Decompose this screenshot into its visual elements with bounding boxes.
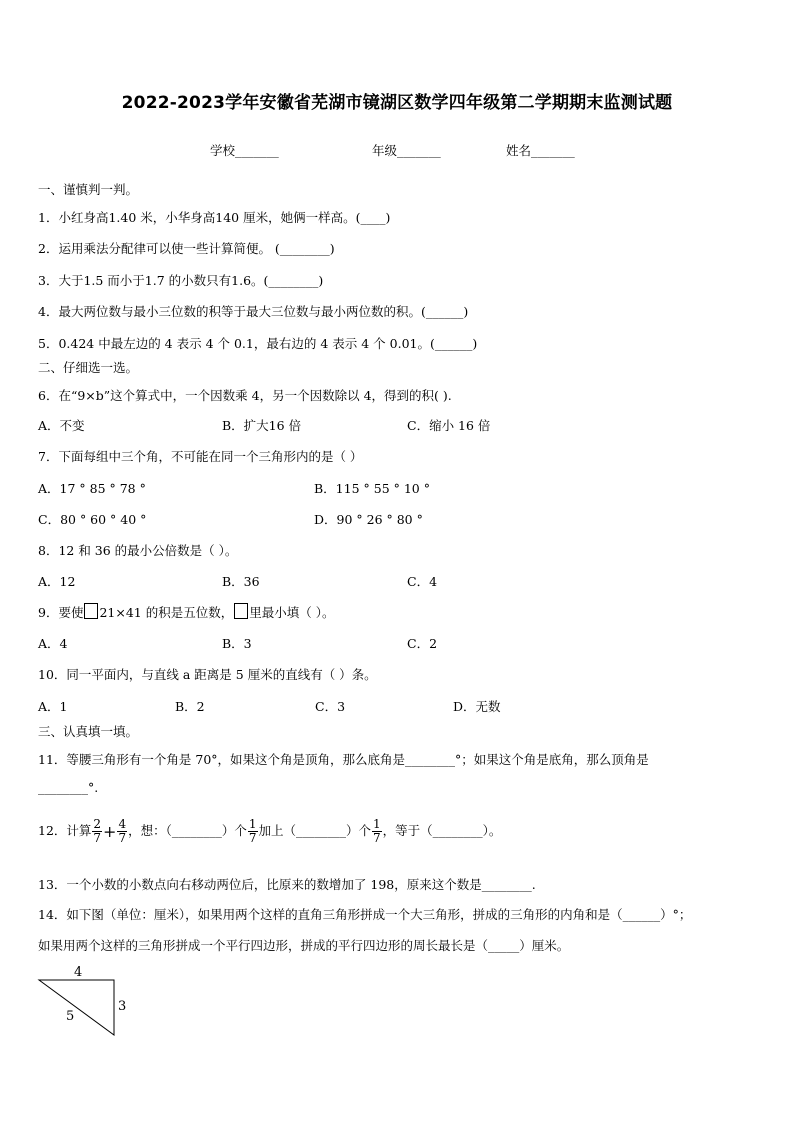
q10-option-a[interactable]: A．1 (38, 699, 68, 714)
q6-option-a[interactable]: A．不变 (38, 418, 85, 433)
q8-option-a[interactable]: A．12 (38, 574, 76, 589)
fraction-1-7-a: $\frac{1}{7}$ (248, 817, 257, 845)
fraction-2-7: $\frac{2}{7}$ (93, 817, 102, 845)
question-1: 1．小红身高1.40 米，小华身高140 厘米，她俩一样高。(____) (38, 210, 391, 225)
q6-option-c[interactable]: C．缩小 16 倍 (407, 418, 491, 433)
question-11-line-1: 11．等腰三角形有一个角是 70°，如果这个角是顶角，那么底角是________°；如果这个角是底角，那么顶角是 (38, 752, 649, 767)
right-triangle-figure (30, 960, 140, 1040)
name-field[interactable]: 姓名_______ (506, 143, 575, 158)
triangle-label-right: 3 (118, 999, 127, 1014)
q7-option-d[interactable]: D．90 ° 26 ° 80 ° (314, 512, 423, 527)
q9-option-a[interactable]: A．4 (38, 636, 68, 651)
q7-option-c[interactable]: C．80 ° 60 ° 40 ° (38, 512, 147, 527)
q9-text-start: 9．要使 (38, 605, 84, 620)
question-3: 3．大于1.5 而小于1.7 的小数只有1.6。(________) (38, 273, 324, 288)
question-4: 4．最大两位数与最小三位数的积等于最大三位数与最小两位数的积。(______) (38, 304, 469, 319)
q7-option-b[interactable]: B．115 ° 55 ° 10 ° (314, 481, 430, 496)
q9-text-mid: 21×41 的积是五位数， (99, 605, 234, 620)
question-13: 13．一个小数的小数点向右移动两位后，比原来的数增加了 198，原来这个数是________. (38, 877, 536, 892)
question-12 (38, 818, 501, 845)
question-11-line-2: ________°. (38, 780, 99, 795)
section-1-heading: 一、谨慎判一判。 (38, 182, 139, 197)
question-10: 10．同一平面内，与直线 a 距离是 5 厘米的直线有（ ）条。 (38, 667, 377, 682)
q12-part-1: ，想：（________）个 (128, 823, 247, 838)
q10-option-d[interactable]: D．无数 (453, 699, 501, 714)
triangle-shape (39, 980, 114, 1035)
page-title: 2022-2023学年安徽省芜湖市镜湖区数学四年级第二学期期末监测试题 (121, 93, 673, 113)
question-6: 6．在“9×b”这个算式中，一个因数乘 4，另一个因数除以 4，得到的积( ). (38, 388, 452, 403)
q8-option-b[interactable]: B．36 (222, 574, 260, 589)
q9-text-end: 里最小填（ ）。 (249, 605, 335, 620)
fraction-1-7-b: $\frac{1}{7}$ (373, 817, 381, 845)
question-7: 7．下面每组中三个角，不可能在同一个三角形内的是（ ） (38, 449, 363, 464)
triangle-label-top: 4 (74, 965, 83, 980)
question-8: 8．12 和 36 的最小公倍数是（ ）。 (38, 543, 238, 558)
q10-option-c[interactable]: C．3 (315, 699, 346, 714)
question-2: 2．运用乘法分配律可以使一些计算简便。 (________) (38, 241, 335, 256)
q7-option-a[interactable]: A．17 ° 85 ° 78 ° (38, 481, 146, 496)
q12-part-2: 加上（________）个 (258, 823, 372, 838)
q9-option-c[interactable]: C．2 (407, 636, 438, 651)
q9-box-2[interactable] (234, 603, 248, 619)
question-5: 5．0.424 中最左边的 4 表示 4 个 0.1，最右边的 4 表示 4 个 0.01。(______) (38, 336, 478, 351)
question-9 (38, 603, 334, 621)
question-14-line-2: 如果用两个这样的三角形拼成一个平行四边形，拼成的平行四边形的周长最长是（_____）厘米。 (38, 938, 570, 953)
fraction-4-7: $\frac{4}{7}$ (118, 817, 127, 845)
q6-option-b[interactable]: B．扩大16 倍 (222, 418, 302, 433)
section-2-heading: 二、仔细选一选。 (38, 360, 139, 375)
q8-option-c[interactable]: C．4 (407, 574, 438, 589)
plus-sign: + (103, 822, 117, 841)
school-field[interactable]: 学校_______ (210, 143, 279, 158)
q9-box-1[interactable] (84, 603, 98, 619)
q12-part-3: ，等于（________）。 (382, 823, 502, 838)
q9-option-b[interactable]: B．3 (222, 636, 252, 651)
triangle-label-hypotenuse: 5 (66, 1009, 75, 1024)
question-14-line-1: 14．如下图（单位：厘米），如果用两个这样的直角三角形拼成一个大三角形，拼成的三角形的内角和是（______）°； (38, 907, 692, 922)
q10-option-b[interactable]: B．2 (175, 699, 205, 714)
grade-field[interactable]: 年级_______ (372, 143, 441, 158)
q12-prefix: 12．计算 (38, 823, 92, 838)
section-3-heading: 三、认真填一填。 (38, 724, 139, 739)
